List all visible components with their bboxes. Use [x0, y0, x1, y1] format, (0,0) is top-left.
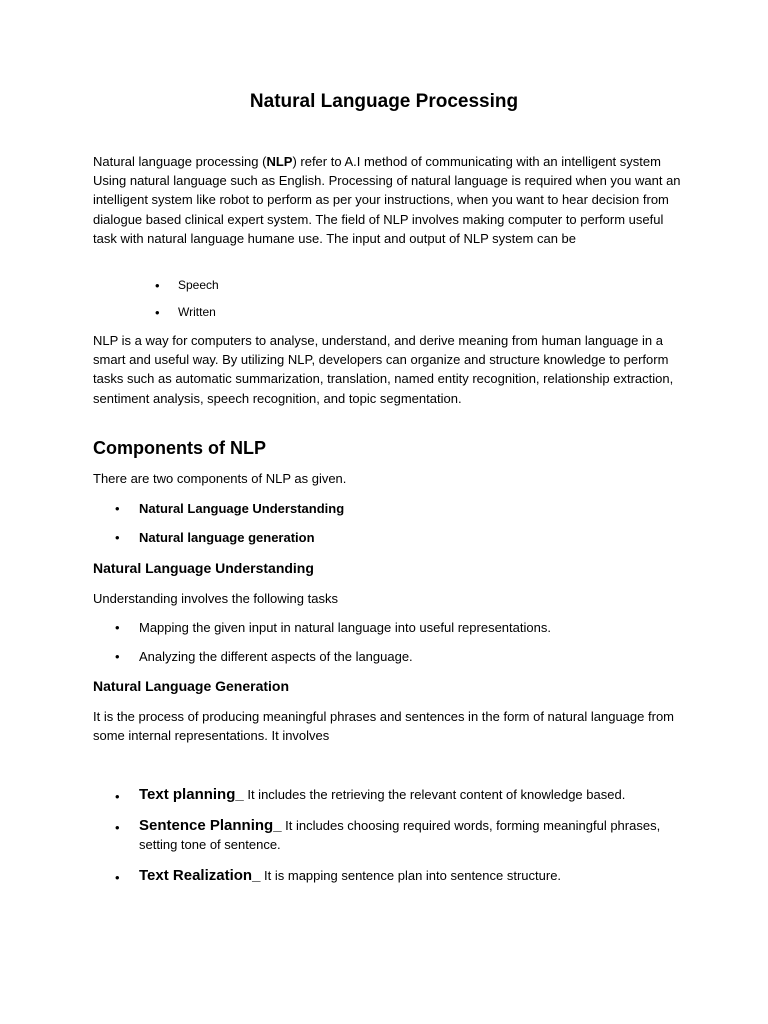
- list-item-written: [155, 303, 355, 322]
- list-item-text: It includes the retrieving the relevant content of knowledge based.: [243, 787, 626, 802]
- list-item-label: Analyzing the different aspects of the language.: [139, 649, 413, 664]
- list-item-nlu: [115, 499, 715, 518]
- components-intro: There are two components of NLP as given.: [93, 471, 347, 486]
- list-item-nlg: [115, 528, 715, 547]
- nlp-description-paragraph: NLP is a way for computers to analyse, understand, and derive meaning from human language in a smart and useful way. By utilizing NLP, developers can organize and structure knowledge to perform tasks such as automatic summarization, translation, named entity recognition, relationship extraction, sentiment analysis, speech recognition, and topic segmentation.: [93, 333, 674, 406]
- list-item-label: Natural Language Understanding: [139, 501, 345, 516]
- bullet-icon: •: [115, 530, 120, 545]
- intro-pre: Natural language processing (: [93, 154, 267, 169]
- list-item-lead: Sentence Planning_: [139, 817, 282, 834]
- list-item-speech: [155, 276, 355, 295]
- bullet-icon: •: [115, 820, 120, 835]
- intro-paragraph: [93, 152, 683, 248]
- bullet-icon: •: [115, 870, 120, 885]
- bullet-icon: •: [115, 620, 120, 635]
- nlg-heading: Natural Language Generation: [93, 678, 290, 694]
- list-item-label: Mapping the given input in natural language into useful representations.: [139, 620, 551, 635]
- list-item-text: It is mapping sentence plan into sentence structure.: [260, 868, 562, 883]
- list-item-nlu-task: [115, 647, 715, 666]
- list-item-text-realization: [115, 866, 705, 888]
- components-heading: Components of NLP: [93, 438, 266, 458]
- list-item-label: Speech: [178, 278, 219, 292]
- list-item-text: It includes choosing required words, forming meaningful phrases, setting tone of sentence.: [139, 818, 661, 852]
- list-item-lead: Text planning_: [139, 786, 244, 803]
- bullet-icon: •: [155, 305, 160, 320]
- list-item-lead: Text Realization_: [139, 867, 261, 884]
- bullet-icon: •: [115, 501, 120, 516]
- list-item-text-planning: [115, 785, 705, 807]
- intro-bold-nlp: NLP: [266, 154, 293, 169]
- list-item-label: Natural language generation: [139, 530, 315, 545]
- nlu-intro: Understanding involves the following tasks: [93, 591, 338, 606]
- list-item-label: Written: [178, 305, 216, 319]
- list-item-sentence-planning: [115, 816, 705, 858]
- bullet-icon: •: [115, 789, 120, 804]
- list-item-body: [139, 785, 699, 804]
- nlu-heading: Natural Language Understanding: [93, 560, 314, 576]
- intro-post: ) refer to A.I method of communicating with an intelligent system Using natural language such as English. Processing of natural language is required when you want an intelligent system like robot to perform as per your instructions, when you want to hear decision from dialogue based clinical expert system. The field of NLP involves making computer to perform useful task with natural language humane use. The input and output of NLP system can be: [93, 154, 681, 246]
- list-item-body: [139, 816, 699, 854]
- list-item-body: [139, 866, 699, 885]
- bullet-icon: •: [155, 278, 160, 293]
- bullet-icon: •: [115, 649, 120, 664]
- list-item-nlu-task: [115, 618, 715, 637]
- nlg-intro: It is the process of producing meaningful phrases and sentences in the form of natural language from some internal representations. It involves: [93, 709, 675, 744]
- document-title: Natural Language Processing: [249, 91, 519, 112]
